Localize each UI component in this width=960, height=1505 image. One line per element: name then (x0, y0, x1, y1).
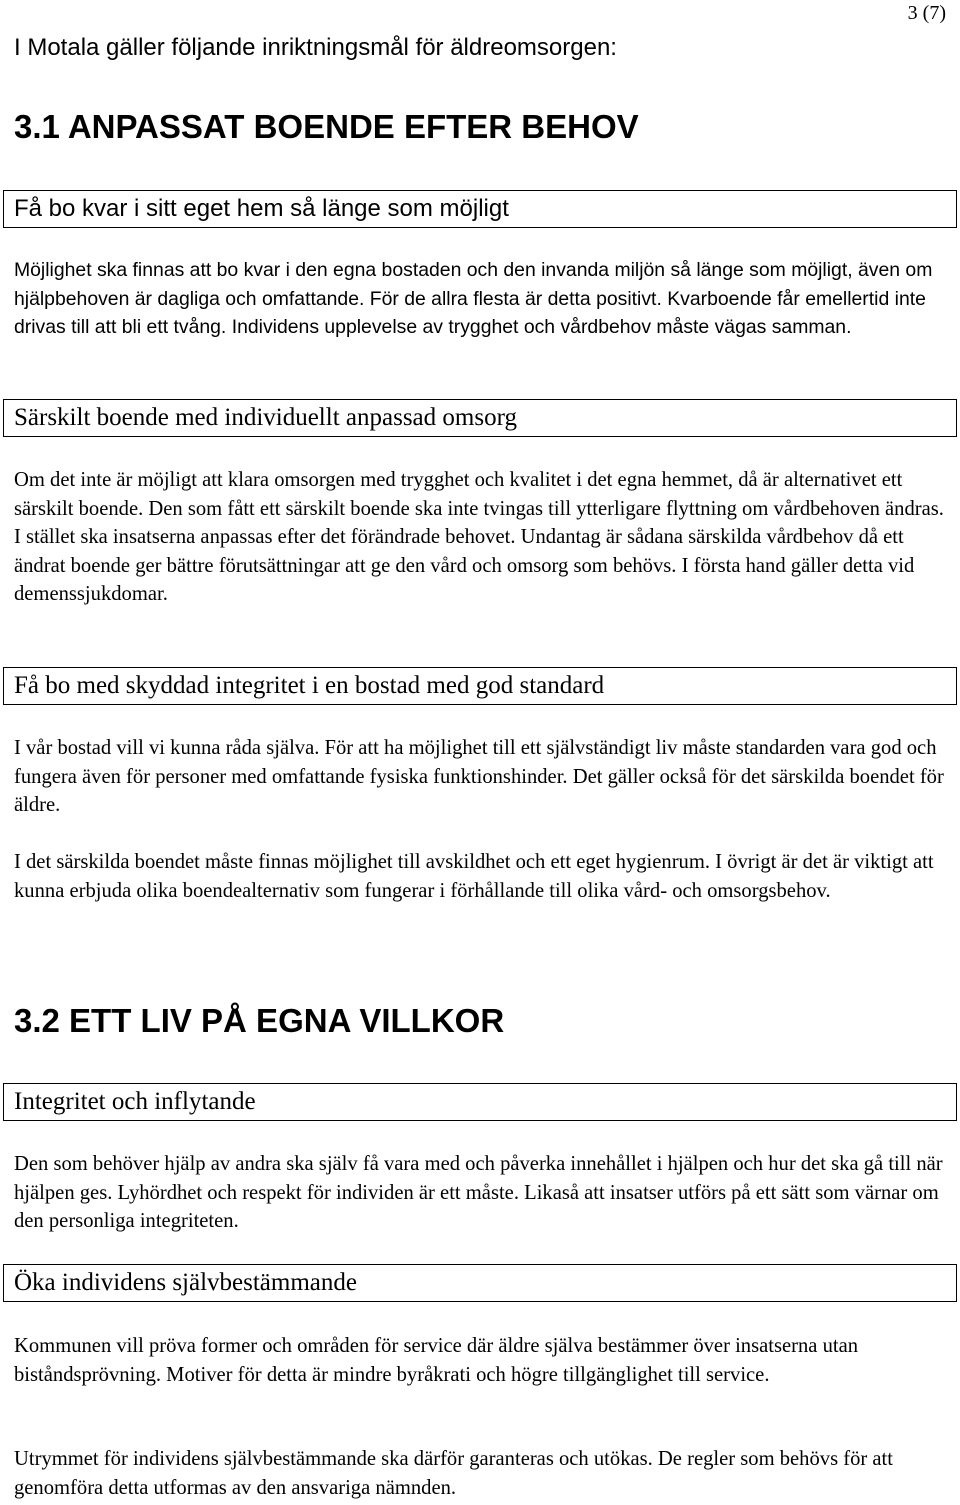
subheading-integritet-inflytande: Integritet och inflytande (3, 1083, 957, 1121)
section-title-3-1: 3.1 ANPASSAT BOENDE EFTER BEHOV (14, 108, 639, 145)
paragraph-sjalvbestammande-1: Kommunen vill pröva former och områden för service där äldre själva bestämmer över insatserna utan biståndsprövning. Motiver för detta är mindre byråkrati och högre tillgänglighet till service. (14, 1335, 859, 1386)
section-title-3-2: 3.2 ETT LIV PÅ EGNA VILLKOR (14, 1002, 505, 1039)
subheading-skyddad-integritet: Få bo med skyddad integritet i en bostad med god standard (3, 667, 957, 705)
subheading-sjalvbestammande: Öka individens självbestämmande (3, 1264, 957, 1302)
paragraph-skyddad-integritet-1: I vår bostad vill vi kunna råda själva. För att ha möjlighet till ett självständigt liv måste standarden vara god och fungera även för personer med omfattande fysiska funktionshinder. Det gäller också för det särskilda boendet för äldre. (14, 737, 944, 816)
paragraph-skyddad-integritet-2: I det särskilda boendet måste finnas möjlighet till avskildhet och ett eget hygienrum. I övrigt är det är viktigt att kunna erbjuda olika boendealternativ som fungerar i förhållande till olika vård- och omsorgsbehov. (14, 851, 934, 902)
paragraph-sjalvbestammande-2: Utrymmet för individens självbestämmande ska därför garanteras och utökas. De regler som behövs för att genomföra detta utformas av den ansvariga nämnden. (14, 1448, 893, 1499)
subheading-sarskilt-boende: Särskilt boende med individuellt anpassad omsorg (3, 399, 957, 437)
subheading-bo-kvar: Få bo kvar i sitt eget hem så länge som möjligt (3, 190, 957, 228)
paragraph-sarskilt-boende: Om det inte är möjligt att klara omsorgen med trygghet och kvalitet i det egna hemmet, då är alternativet ett särskilt boende. Den som fått ett särskilt boende ska inte tvingas till ytterligare flyttning om vårdbehoven ändras. I stället ska insatserna anpassas efter det förändrade behovet. Undantag är sådana särskilda vårdbehov då ett ändrat boende ger bättre förutsättningar att ge den vård och omsorg som behövs. I första hand gäller detta vid demenssjukdomar. (14, 469, 944, 605)
page-number: 3 (7) (907, 2, 946, 24)
intro-heading: I Motala gäller följande inriktningsmål för äldreomsorgen: (14, 34, 617, 61)
paragraph-bo-kvar: Möjlighet ska finnas att bo kvar i den egna bostaden och den invanda miljön så länge som möjligt, även om hjälpbehoven är dagliga och omfattande. För de allra flesta är detta positivt. Kvarboende får emellertid inte drivas till att bli ett tvång. Individens upplevelse av trygghet och vårdbehov måste vägas samman. (14, 259, 933, 338)
paragraph-integritet-inflytande: Den som behöver hjälp av andra ska själv få vara med och påverka innehållet i hjälpen och hur det ska gå till när hjälpen ges. Lyhördhet och respekt för individen är ett måste. Likaså att insatser utförs på ett sätt som värnar om den personliga integriteten. (14, 1153, 943, 1232)
